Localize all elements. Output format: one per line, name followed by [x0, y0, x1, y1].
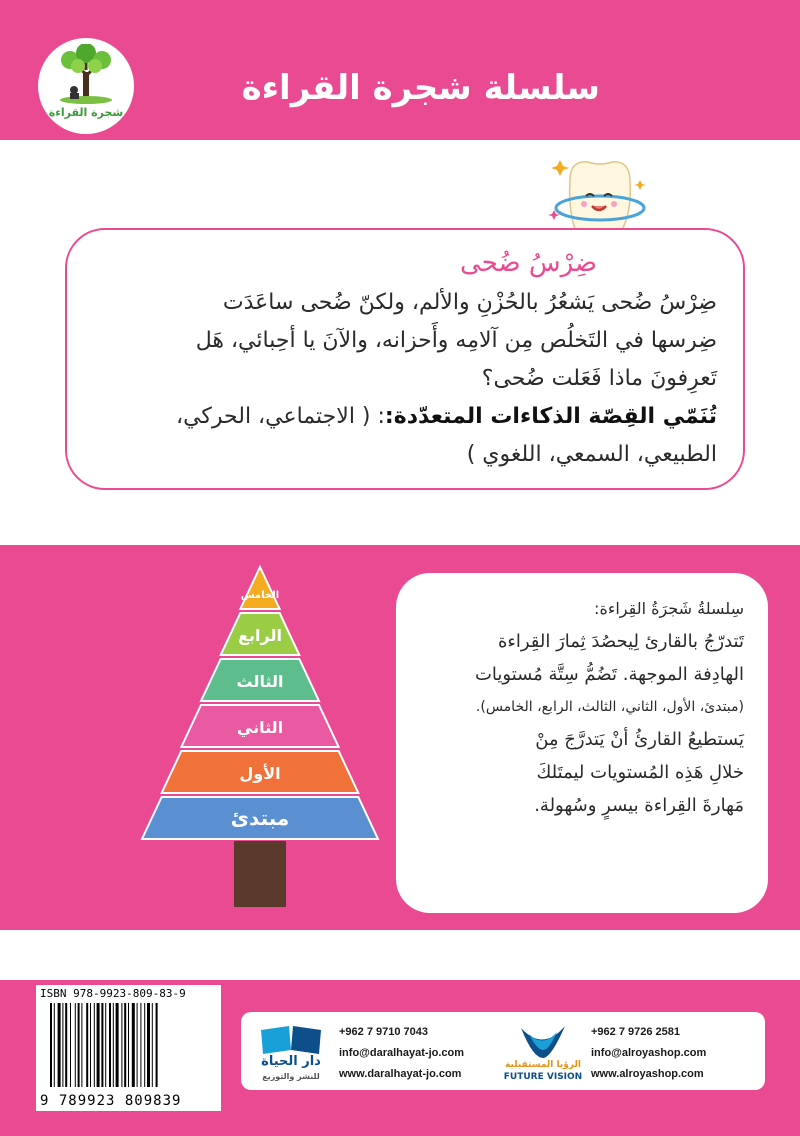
pyramid-tier-label: الخامس	[240, 590, 280, 601]
info-heading: سِلسلةُ شَجرَةُ القِراءة:	[594, 599, 744, 618]
pyramid-tier-label: الرابع	[238, 626, 282, 645]
publisher-future-contacts	[591, 1022, 706, 1085]
pyramid-tier-label: الثالث	[236, 672, 284, 691]
pyramid-tier-label: الأول	[239, 764, 281, 783]
info-line: يَستطيعُ القارئُ أنْ يَتدرَّجَ مِنْ	[535, 729, 744, 750]
story-synopsis-box	[65, 228, 745, 490]
barcode-bar	[124, 1003, 126, 1087]
barcode-bar	[105, 1003, 106, 1087]
isbn-label: ISBN 978-9923-809-83-9	[40, 987, 186, 1000]
publisher-future-name-ar: الرؤيا المستقبلية	[505, 1060, 581, 1070]
barcode-bar	[54, 1003, 55, 1087]
barcode-bar	[94, 1003, 95, 1087]
info-line: تَتدرّجُ بالقارئ لِيحصُدَ ثِمارَ القِراءة	[497, 631, 744, 652]
barcode-bar	[50, 1003, 52, 1087]
logo-caption: شجرة القراءة	[48, 106, 124, 119]
barcode-bar	[90, 1003, 91, 1087]
barcode-bar	[75, 1003, 76, 1087]
barcode-bar	[70, 1003, 71, 1087]
info-levels-list: (مبتدئ، الأول، الثاني، الثالث، الرابع، الخامس).	[475, 699, 744, 715]
phone-text: +962 7 9726 2581	[591, 1026, 681, 1038]
pyramid-tier	[240, 567, 279, 609]
barcode-bar	[121, 1003, 122, 1087]
tree-trunk	[234, 841, 286, 907]
barcode-bar	[101, 1003, 103, 1087]
story-title: ضِرْسُ ضُحى	[460, 248, 597, 278]
barcode-bar	[109, 1003, 111, 1087]
barcode-bar	[78, 1003, 80, 1087]
publisher-hayat-name: دار الحياة	[261, 1054, 321, 1069]
website-text: www.alroyashop.com	[591, 1068, 704, 1080]
barcode-icon	[46, 1003, 211, 1089]
series-title: سلسلة شجرة القراءة	[241, 68, 600, 108]
story-line: ضِرْسُ ضُحى يَشعُرُ بالحُزْنِ والألم، ولكنّ ضُحى ساعَدَت	[222, 290, 717, 315]
story-line: تَعرِفونَ ماذا فَعَلت ضُحى؟	[481, 366, 717, 391]
series-logo	[38, 38, 134, 134]
isbn-digits: 9 789923 809839	[40, 1093, 182, 1109]
barcode-bar	[137, 1003, 138, 1087]
wing-logo-icon	[503, 1022, 583, 1062]
barcode-bar	[156, 1003, 158, 1087]
header-band	[0, 0, 800, 140]
pyramid-tier-label: مبتدئ	[230, 806, 290, 830]
publishers-strip	[241, 1012, 765, 1090]
barcode-bar	[132, 1003, 135, 1087]
barcode-bar	[58, 1003, 61, 1087]
barcode-bar	[65, 1003, 67, 1087]
barcode-bar	[144, 1003, 145, 1087]
barcode-bar	[147, 1003, 150, 1087]
reading-levels-pyramid	[140, 563, 380, 925]
barcode-bar	[81, 1003, 82, 1087]
intelligences-list-cont: الطبيعي، السمعي، اللغوي )	[466, 442, 717, 467]
email-text: info@daralhayat-jo.com	[339, 1047, 465, 1059]
story-text	[93, 284, 717, 474]
series-info-card	[396, 573, 768, 913]
story-line: ضِرسها في التَخلُص مِن آلامِه وأَحزانه، والآنَ يا أحِبائي، هَل	[195, 328, 717, 353]
intelligences-label: تُنَمّي القِصّة الذكاءات المتعدّدة:	[384, 404, 717, 429]
publisher-hayat-subtitle: للنشر والتوزيع	[262, 1072, 320, 1081]
barcode-bar	[128, 1003, 129, 1087]
barcode-bar	[152, 1003, 153, 1087]
barcode-bar	[140, 1003, 141, 1087]
pyramid-tier-label: الثاني	[236, 718, 284, 737]
barcode-bar	[113, 1003, 114, 1087]
barcode-bar	[62, 1003, 63, 1087]
email-text: info@alroyashop.com	[591, 1047, 707, 1059]
info-line: خلالِ هَذِه المُستويات ليمتَلكَ	[536, 762, 744, 783]
tree-icon	[50, 44, 122, 106]
intelligences-list: : ( الاجتماعي، الحركي،	[175, 404, 385, 429]
info-line: الهادِفة الموجهة. تَضُمُّ سِتَّة مُستويات	[474, 664, 744, 685]
info-line: مَهارةَ القِراءة بيسرٍ وسُهولة.	[534, 795, 744, 816]
barcode-bar	[116, 1003, 119, 1087]
barcode-bar	[97, 1003, 100, 1087]
barcode-bar	[86, 1003, 88, 1087]
isbn-barcode	[36, 985, 221, 1111]
publisher-future-name-en: FUTURE VISION	[503, 1072, 583, 1082]
phone-text: +962 7 9710 7043	[339, 1026, 429, 1038]
intelligences-line	[93, 398, 717, 436]
publisher-hayat-contacts	[339, 1022, 464, 1085]
website-text: www.daralhayat-jo.com	[339, 1068, 462, 1080]
